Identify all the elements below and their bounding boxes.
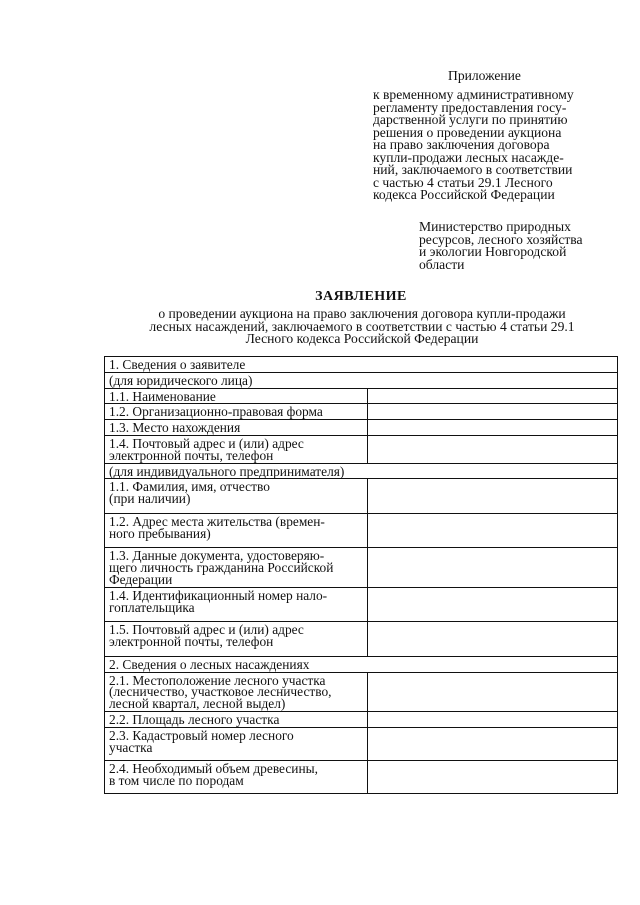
- section-row: [105, 372, 618, 388]
- field-value-cell[interactable]: [368, 548, 618, 587]
- field-value-cell[interactable]: [368, 388, 618, 404]
- table-row: [105, 388, 618, 404]
- table-row: [105, 435, 618, 463]
- table-row: [105, 548, 618, 587]
- field-label: 1.3. Данные документа, удостоверяю- щего личность гражданина Российской Федерации: [105, 548, 368, 587]
- field-value-cell[interactable]: [368, 514, 618, 548]
- table-row: [105, 404, 618, 420]
- table-row: [105, 420, 618, 436]
- field-label: 1.2. Адрес места жительства (времен- ного пребывания): [105, 514, 368, 548]
- section-row: [105, 656, 618, 672]
- field-value-cell[interactable]: [368, 727, 618, 760]
- field-value-cell[interactable]: [368, 621, 618, 656]
- application-form-table: [104, 356, 618, 794]
- table-row: [105, 711, 618, 727]
- section-row: [105, 357, 618, 373]
- field-label: 2.3. Кадастровый номер лесного участка: [105, 727, 368, 760]
- table-row: [105, 514, 618, 548]
- table-row: [105, 479, 618, 514]
- field-label: 1.4. Почтовый адрес и (или) адрес электронной почты, телефон: [105, 435, 368, 463]
- section-entrepreneur: (для индивидуального предпринимателя): [105, 463, 618, 479]
- table-row: [105, 672, 618, 711]
- table-row: [105, 727, 618, 760]
- field-value-cell[interactable]: [368, 711, 618, 727]
- field-value-cell[interactable]: [368, 404, 618, 420]
- field-label: 1.4. Идентификационный номер нало- гоплательщика: [105, 587, 368, 621]
- section-forest: 2. Сведения о лесных насаждениях: [105, 656, 618, 672]
- field-label: 2.4. Необходимый объем древесины, в том числе по породам: [105, 760, 368, 793]
- table-row: [105, 760, 618, 793]
- section-applicant: 1. Сведения о заявителе: [105, 357, 618, 373]
- document-subtitle: о проведении аукциона на право заключения договора купли-продажи лесных насаждений, заключаемого в соответствии с частью 4 статьи 29.1 Лесного кодекса Российской Федерации: [149, 306, 575, 346]
- table-row: [105, 587, 618, 621]
- document-title: ЗАЯВЛЕНИЕ: [315, 289, 407, 304]
- field-label: 2.2. Площадь лесного участка: [105, 711, 368, 727]
- field-value-cell[interactable]: [368, 587, 618, 621]
- table-row: [105, 621, 618, 656]
- field-label: 1.2. Организационно-правовая форма: [105, 404, 368, 420]
- field-label: 1.1. Наименование: [105, 388, 368, 404]
- ministry-addressee: Министерство природных ресурсов, лесного хозяйства и экологии Новгородской области: [419, 219, 583, 272]
- field-value-cell[interactable]: [368, 435, 618, 463]
- field-value-cell[interactable]: [368, 760, 618, 793]
- section-row: [105, 463, 618, 479]
- appendix-description: к временному административному регламенту предоставления госу- дарственной услуги по принятию решения о проведении аукциона на право заключения договора купли-продажи лесных насажде- ний, заключаемого в соответствии с частью 4 статьи 29.1 Лесного кодекса Российской Федерации: [373, 87, 574, 202]
- field-value-cell[interactable]: [368, 420, 618, 436]
- field-label: 1.3. Место нахождения: [105, 420, 368, 436]
- field-value-cell[interactable]: [368, 479, 618, 514]
- field-value-cell[interactable]: [368, 672, 618, 711]
- field-label: 1.5. Почтовый адрес и (или) адрес электронной почты, телефон: [105, 621, 368, 656]
- section-legal-entity: (для юридического лица): [105, 372, 618, 388]
- appendix-title: Приложение: [448, 68, 521, 83]
- field-label: 2.1. Местоположение лесного участка (лесничество, участковое лесничество, лесной квартал, лесной выдел): [105, 672, 368, 711]
- field-label: 1.1. Фамилия, имя, отчество (при наличии): [105, 479, 368, 514]
